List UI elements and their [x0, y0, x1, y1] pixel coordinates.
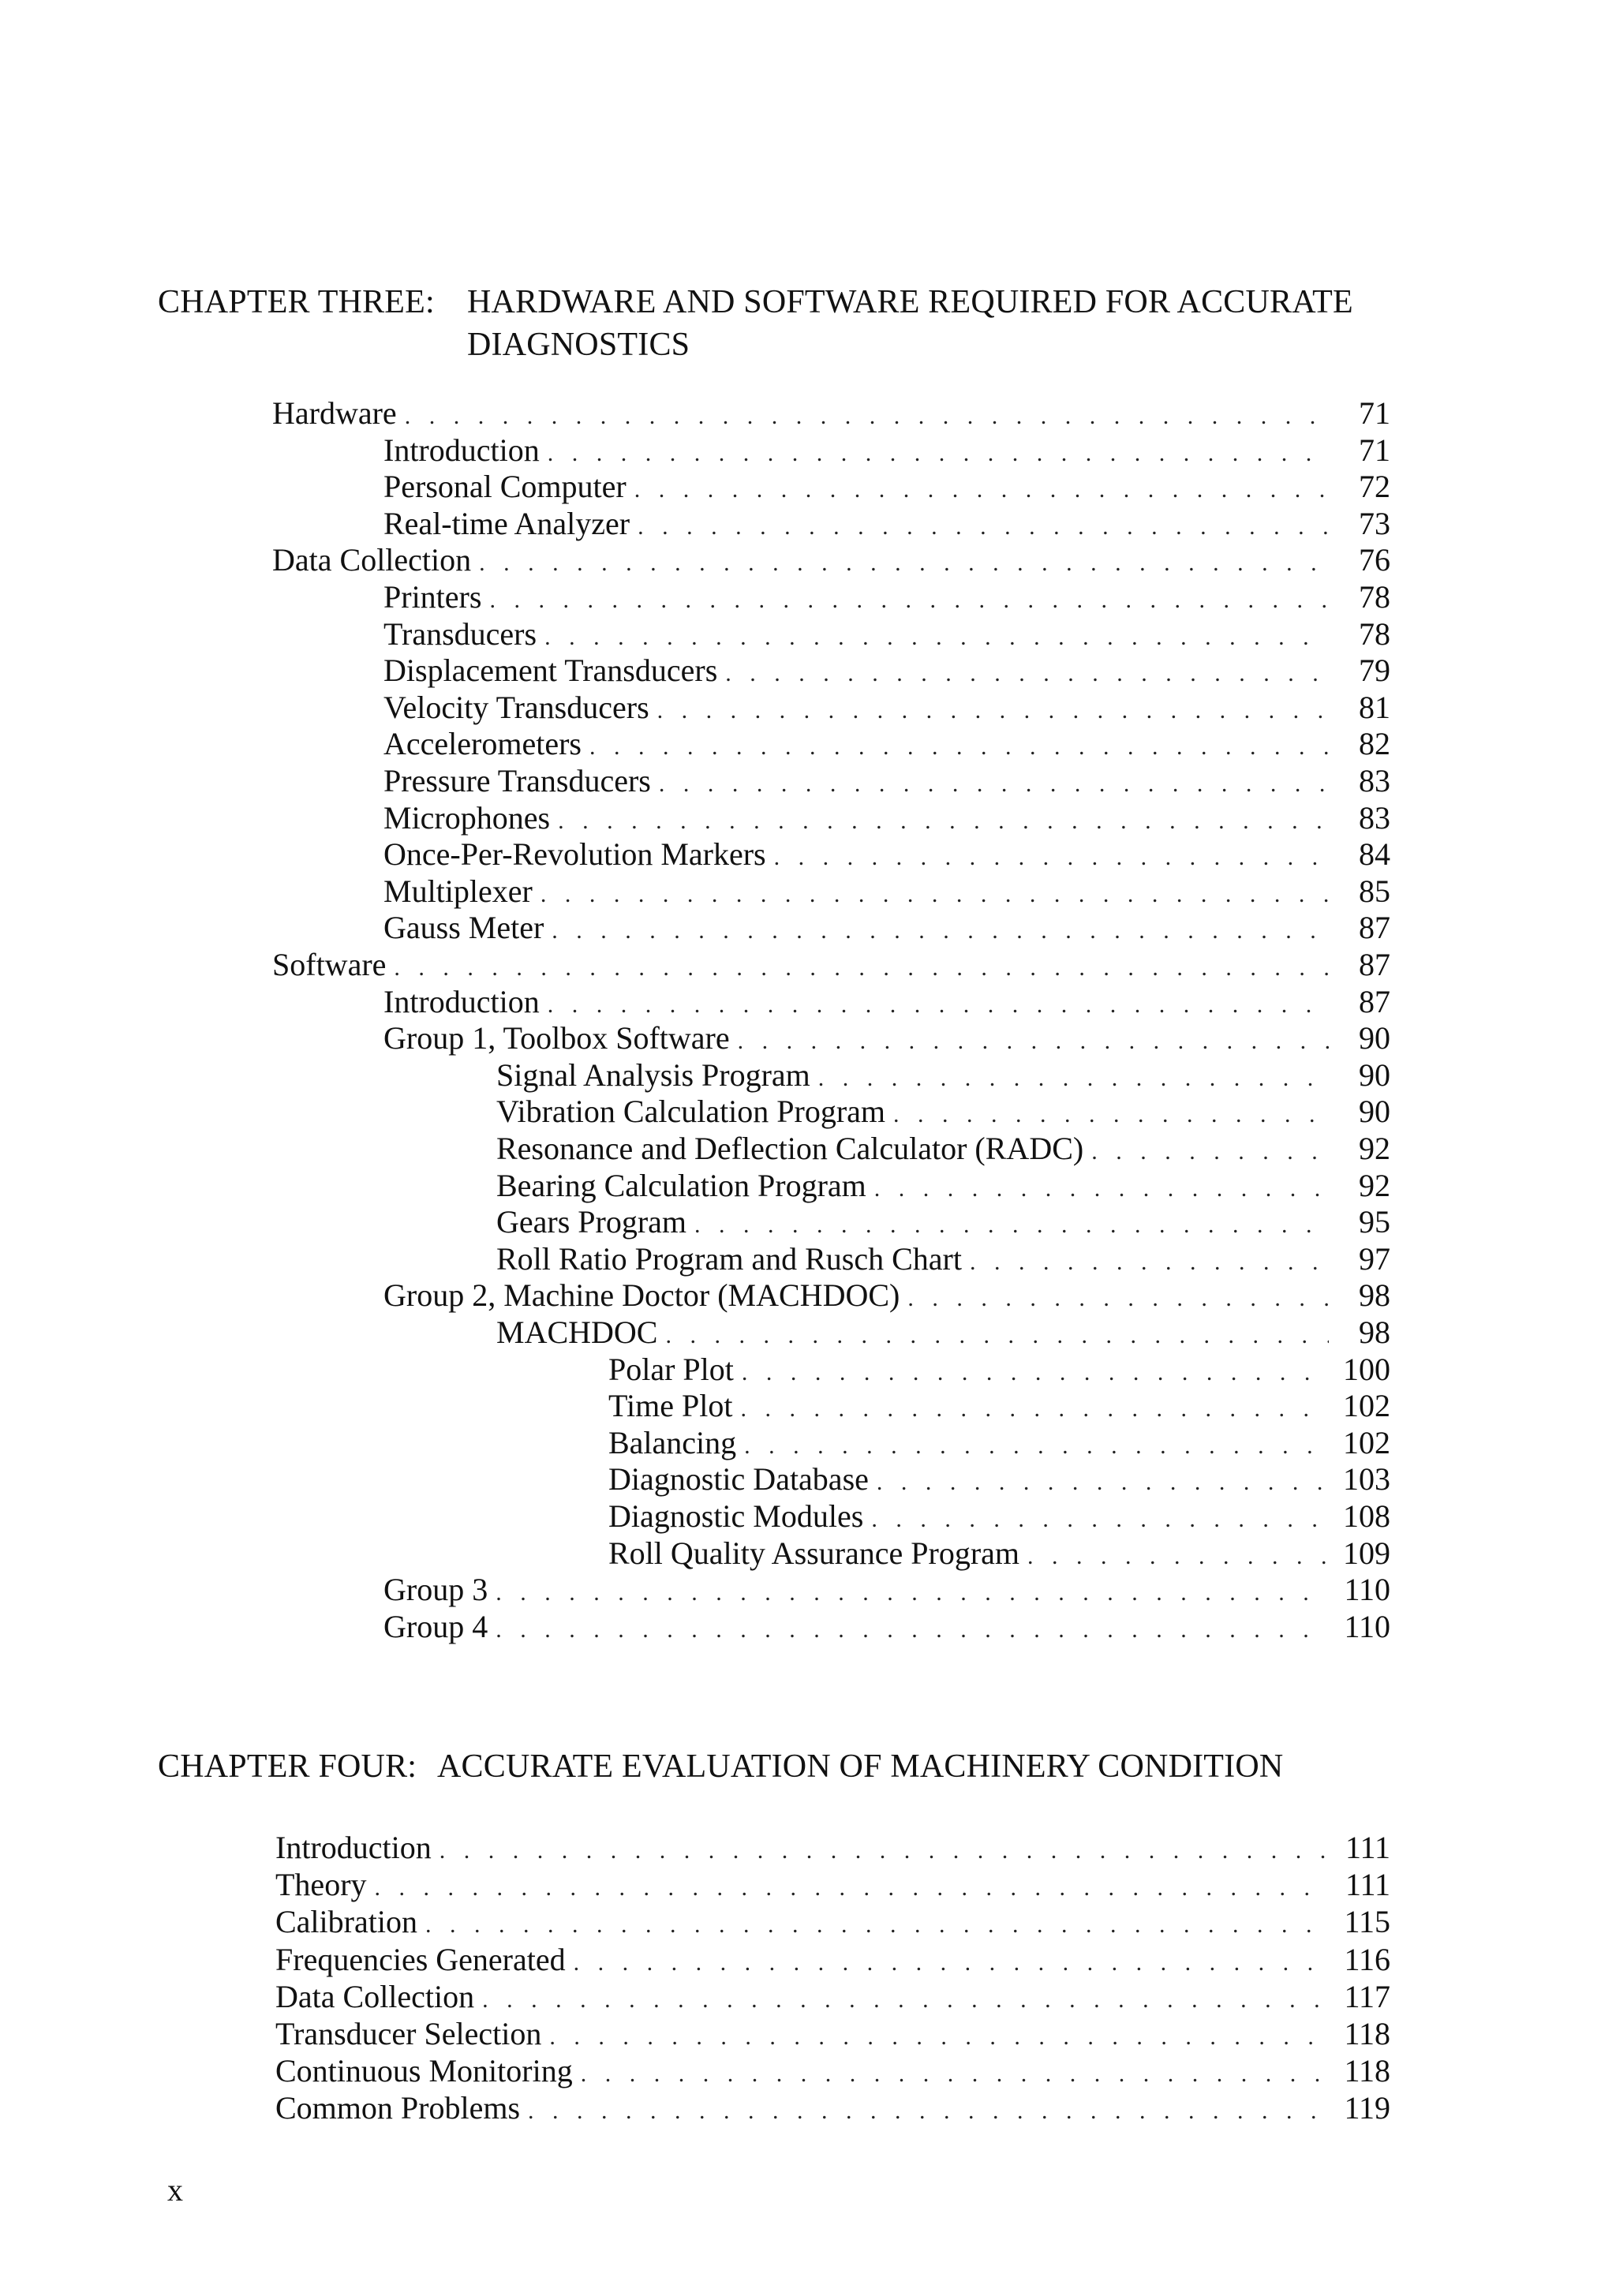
- dot-leader: [818, 1065, 1329, 1092]
- toc-entry-page: 116: [1344, 1941, 1390, 1977]
- toc-entry-title: Displacement Transducers: [383, 653, 718, 689]
- dot-leader: [394, 955, 1329, 982]
- toc-entry: [275, 1941, 1390, 1979]
- page-number: x: [167, 2172, 183, 2208]
- toc-entry-title: Microphones: [383, 799, 551, 836]
- toc-entry-page: 71: [1359, 395, 1390, 431]
- toc-entry: [383, 578, 1390, 616]
- toc-entry-title: Continuous Monitoring: [275, 2053, 573, 2089]
- toc-entry-page: 115: [1344, 1904, 1390, 1940]
- toc-entry-page: 82: [1359, 726, 1390, 762]
- toc-entry-page: 109: [1343, 1535, 1390, 1571]
- dot-leader: [638, 514, 1329, 540]
- dot-leader: [482, 1987, 1329, 2014]
- toc-entry: [383, 1277, 1390, 1314]
- toc-entry-title: Resonance and Deflection Calculator (RADC): [496, 1131, 1084, 1166]
- toc-entry: [275, 1866, 1390, 1904]
- toc-entry: [383, 615, 1390, 653]
- toc-entry-page: 81: [1359, 689, 1390, 725]
- toc-entry-page: 118: [1344, 2016, 1390, 2051]
- toc-entry-title: Gauss Meter: [383, 910, 544, 946]
- dot-leader: [528, 2098, 1329, 2125]
- toc-entry-title: Group 4: [383, 1608, 488, 1644]
- toc-entry: [383, 836, 1390, 873]
- toc-entry-title: Roll Ratio Program and Rusch Chart: [496, 1240, 962, 1277]
- toc-entry-title: MACHDOC: [496, 1314, 658, 1350]
- dot-leader: [574, 1950, 1329, 1976]
- dot-leader: [893, 1101, 1329, 1128]
- toc-entry-page: 119: [1344, 2090, 1390, 2126]
- dot-leader: [375, 1875, 1329, 1901]
- toc-entry-page: 92: [1359, 1167, 1390, 1203]
- dot-leader: [549, 2024, 1329, 2051]
- toc-entry: [608, 1498, 1390, 1535]
- toc-entry-page: 95: [1359, 1204, 1390, 1240]
- toc-entry: [608, 1460, 1390, 1498]
- toc-entry-page: 97: [1359, 1240, 1390, 1277]
- toc-entry-title: Transducers: [383, 615, 537, 652]
- toc-entry: [608, 1424, 1390, 1462]
- dot-leader: [659, 771, 1329, 798]
- toc-entry: [496, 1240, 1390, 1278]
- toc-entry: [496, 1056, 1390, 1094]
- toc-entry-page: 87: [1359, 983, 1390, 1019]
- toc-entry-page: 79: [1359, 653, 1390, 689]
- toc-entry-title: Accelerometers: [383, 726, 582, 762]
- dot-leader: [581, 2061, 1329, 2088]
- toc-entry: [275, 2089, 1390, 2127]
- dot-leader: [871, 1506, 1329, 1533]
- toc-entry: [383, 468, 1390, 506]
- toc-entry-page: 73: [1359, 505, 1390, 541]
- toc-entry-page: 87: [1359, 947, 1390, 982]
- toc-entry-title: Introduction: [383, 432, 540, 468]
- toc-entry: [383, 799, 1390, 837]
- toc-entry: [496, 1314, 1390, 1352]
- dot-leader: [440, 1838, 1329, 1864]
- toc-entry: [383, 1019, 1390, 1057]
- chapter-four-heading: [158, 1745, 1389, 1793]
- toc-entry: [608, 1535, 1390, 1572]
- toc-entry-title: Software: [272, 947, 387, 982]
- dot-leader: [657, 697, 1329, 724]
- chapter-three-title: HARDWARE AND SOFTWARE REQUIRED FOR ACCURATE DIAGNOSTICS: [467, 284, 1353, 363]
- toc-entry-title: Balancing: [608, 1424, 737, 1460]
- toc-entry-page: 117: [1344, 1978, 1390, 2014]
- dot-leader: [489, 587, 1329, 614]
- toc-entry-page: 98: [1359, 1277, 1390, 1314]
- dot-leader: [1027, 1543, 1329, 1570]
- toc-entry: [383, 725, 1390, 763]
- toc-entry-page: 78: [1359, 615, 1390, 652]
- toc-entry-title: Gears Program: [496, 1204, 687, 1240]
- toc-entry: [275, 1903, 1390, 1941]
- toc-entry-title: Introduction: [275, 1830, 432, 1865]
- toc-entry: [496, 1130, 1390, 1168]
- chapter-three-label: CHAPTER THREE:: [158, 284, 435, 320]
- toc-entry: [383, 689, 1390, 727]
- toc-entry-page: 83: [1359, 763, 1390, 798]
- dot-leader: [774, 844, 1329, 871]
- toc-entry-page: 118: [1344, 2053, 1390, 2089]
- toc-entry-title: Printers: [383, 579, 482, 615]
- toc-entry-title: Common Problems: [275, 2090, 521, 2126]
- dot-leader: [907, 1285, 1329, 1312]
- toc-entry-title: Diagnostic Modules: [608, 1498, 864, 1534]
- toc-entry-title: Data Collection: [275, 1978, 475, 2014]
- toc-entry: [383, 432, 1390, 469]
- toc-entry-page: 102: [1343, 1424, 1390, 1460]
- toc-entry-page: 87: [1359, 910, 1390, 946]
- dot-leader: [548, 992, 1329, 1019]
- toc-entry-title: Hardware: [272, 395, 397, 431]
- dot-leader: [694, 1212, 1329, 1239]
- toc-entry-title: Vibration Calculation Program: [496, 1094, 886, 1130]
- toc-entry-page: 111: [1345, 1830, 1390, 1865]
- toc-entry: [272, 395, 1390, 432]
- toc-entry-title: Signal Analysis Program: [496, 1056, 810, 1093]
- toc-entry: [275, 2015, 1390, 2053]
- dot-leader: [874, 1176, 1329, 1202]
- chapter-four-title: ACCURATE EVALUATION OF MACHINERY CONDITION: [437, 1748, 1284, 1785]
- toc-entry-title: Real-time Analyzer: [383, 505, 630, 541]
- toc-entry-title: Group 3: [383, 1572, 488, 1608]
- toc-entry: [272, 946, 1390, 984]
- toc-entry-title: Diagnostic Database: [608, 1461, 869, 1498]
- toc-entry: [275, 2052, 1390, 2090]
- toc-entry-title: Once-Per-Revolution Markers: [383, 836, 766, 873]
- toc-entry-page: 90: [1359, 1056, 1390, 1093]
- toc-entry: [383, 1571, 1390, 1609]
- dot-leader: [1091, 1139, 1329, 1165]
- dot-leader: [740, 1396, 1329, 1423]
- toc-entry-title: Velocity Transducers: [383, 689, 649, 725]
- toc-entry-page: 78: [1359, 579, 1390, 615]
- toc-entry-page: 76: [1359, 542, 1390, 578]
- toc-entry: [275, 1978, 1390, 2016]
- dot-leader: [548, 440, 1329, 467]
- toc-entry: [608, 1387, 1390, 1425]
- chapter-four-label: CHAPTER FOUR:: [158, 1748, 417, 1785]
- dot-leader: [634, 477, 1329, 503]
- toc-entry-title: Theory: [275, 1867, 367, 1903]
- dot-leader: [665, 1322, 1329, 1349]
- toc-entry-page: 98: [1359, 1314, 1390, 1350]
- toc-entry: [275, 1829, 1390, 1867]
- toc-entry-title: Bearing Calculation Program: [496, 1167, 866, 1203]
- toc-entry: [383, 909, 1390, 947]
- toc-entry-page: 85: [1359, 873, 1390, 909]
- toc-entry: [383, 1608, 1390, 1646]
- chapter-three-heading: [158, 281, 1389, 368]
- toc-entry: [496, 1203, 1390, 1241]
- toc-entry: [496, 1093, 1390, 1131]
- toc-entry: [383, 762, 1390, 800]
- dot-leader: [725, 660, 1329, 687]
- toc-entry-page: 108: [1343, 1498, 1390, 1534]
- toc-entry: [496, 1167, 1390, 1205]
- dot-leader: [970, 1249, 1329, 1276]
- toc-entry: [383, 652, 1390, 690]
- dot-leader: [738, 1028, 1329, 1055]
- toc-entry: [608, 1351, 1390, 1389]
- toc-entry-title: Time Plot: [608, 1388, 733, 1424]
- toc-entry: [383, 505, 1390, 543]
- toc-entry-page: 72: [1359, 469, 1390, 505]
- dot-leader: [558, 808, 1329, 835]
- toc-entry-title: Transducer Selection: [275, 2016, 542, 2051]
- dot-leader: [744, 1433, 1329, 1460]
- toc-entry-title: Group 2, Machine Doctor (MACHDOC): [383, 1277, 900, 1314]
- toc-entry: [272, 541, 1390, 579]
- toc-entry-page: 83: [1359, 799, 1390, 836]
- toc-entry: [383, 873, 1390, 911]
- toc-entry-page: 84: [1359, 836, 1390, 873]
- dot-leader: [405, 403, 1329, 430]
- dot-leader: [496, 1617, 1329, 1643]
- dot-leader: [541, 881, 1329, 908]
- toc-entry-title: Multiplexer: [383, 873, 533, 909]
- toc-entry: [383, 983, 1390, 1021]
- toc-entry-title: Introduction: [383, 983, 540, 1019]
- toc-entry-page: 90: [1359, 1020, 1390, 1056]
- toc-entry-title: Pressure Transducers: [383, 763, 651, 798]
- dot-leader: [552, 918, 1329, 944]
- toc-entry-page: 100: [1343, 1351, 1390, 1387]
- toc-entry-page: 71: [1359, 432, 1390, 468]
- dot-leader: [877, 1469, 1329, 1496]
- dot-leader: [479, 550, 1329, 577]
- toc-entry-page: 111: [1345, 1867, 1390, 1903]
- dot-leader: [496, 1580, 1329, 1606]
- toc-entry-page: 90: [1359, 1094, 1390, 1130]
- toc-entry-page: 92: [1359, 1131, 1390, 1166]
- toc-entry-page: 110: [1344, 1608, 1390, 1644]
- toc-entry-title: Polar Plot: [608, 1351, 734, 1387]
- dot-leader: [425, 1912, 1329, 1939]
- dot-leader: [742, 1359, 1329, 1386]
- toc-entry-title: Group 1, Toolbox Software: [383, 1020, 730, 1056]
- toc-entry-page: 102: [1343, 1388, 1390, 1424]
- toc-entry-title: Roll Quality Assurance Program: [608, 1535, 1020, 1571]
- toc-entry-title: Frequencies Generated: [275, 1941, 566, 1977]
- dot-leader: [589, 734, 1329, 761]
- toc-entry-title: Data Collection: [272, 542, 472, 578]
- toc-entry-title: Calibration: [275, 1904, 417, 1940]
- toc-entry-page: 103: [1343, 1461, 1390, 1498]
- dot-leader: [544, 624, 1329, 651]
- toc-entry-page: 110: [1344, 1572, 1390, 1608]
- toc-entry-title: Personal Computer: [383, 469, 627, 505]
